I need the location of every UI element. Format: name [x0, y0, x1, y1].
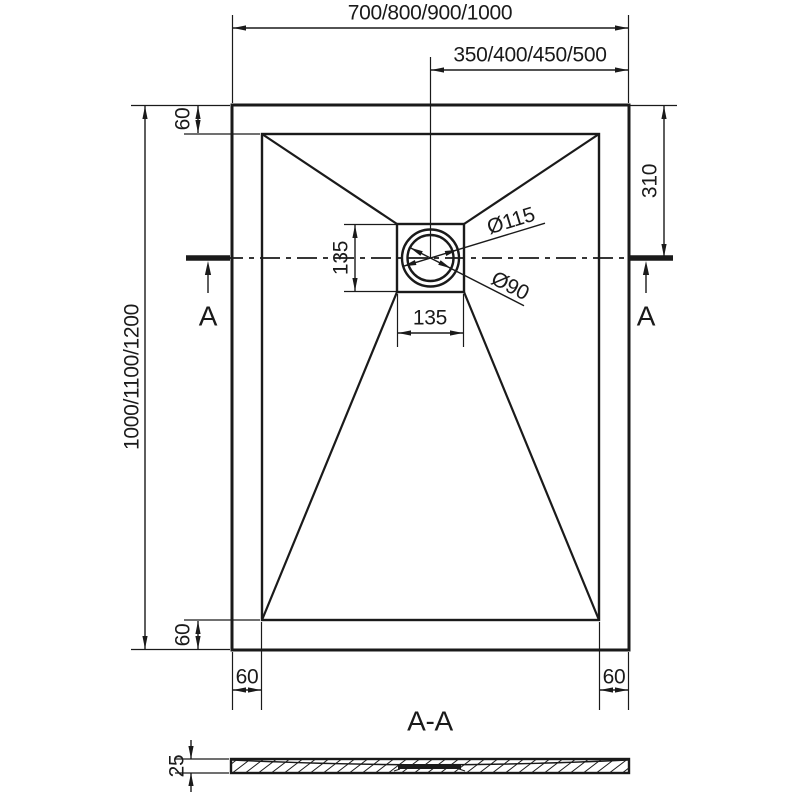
arrowhead — [661, 106, 666, 119]
arrowhead — [188, 773, 193, 786]
dim-overall-height — [121, 106, 231, 650]
dim-drain-box-width — [398, 294, 464, 347]
hatch-line — [478, 758, 499, 774]
arrowhead — [195, 636, 200, 649]
dim-label-drain-offset-x: 350/400/450/500 — [453, 43, 607, 67]
dim-label-overall-height: 1000/1100/1200 — [120, 303, 144, 451]
hatch-line — [348, 758, 369, 774]
hatch-line — [465, 758, 486, 774]
dim-drain-offset-y — [630, 106, 677, 258]
arrowhead — [195, 120, 200, 133]
dim-label-drain-box-height: 135 — [329, 240, 353, 276]
dim-label-drain-box-width: 135 — [412, 306, 448, 330]
section-mark-right: A — [636, 300, 656, 332]
dim-label-drain-offset-y: 310 — [638, 163, 662, 199]
arrowhead — [445, 250, 458, 256]
hatch-line — [556, 758, 577, 774]
dim-thickness — [166, 740, 230, 792]
drain-lip-left — [394, 769, 400, 771]
arrowhead — [615, 67, 628, 72]
drain-cover-section — [398, 765, 461, 770]
hatch-line — [374, 758, 395, 774]
arrowhead — [398, 330, 411, 335]
arrowhead — [195, 106, 200, 119]
hatch-line — [270, 758, 291, 774]
dim-label-overall-width: 700/800/900/1000 — [347, 1, 513, 25]
dim-label-thickness: 25 — [165, 754, 189, 778]
arrowhead — [142, 106, 147, 119]
hatch-line — [322, 758, 343, 774]
dim-label-rim-top: 60 — [171, 107, 195, 131]
dim-rim-bottom — [172, 620, 261, 649]
drain-lip-right — [459, 769, 465, 771]
hatch-line — [517, 758, 538, 774]
arrowhead — [643, 261, 649, 275]
hatch-line — [582, 758, 603, 774]
hatch-line — [491, 758, 512, 774]
arrowhead — [615, 25, 628, 30]
arrowhead — [438, 260, 451, 268]
dim-rim-bottom-right — [600, 622, 629, 710]
hatch-line — [296, 758, 317, 774]
dim-label-drain-inner-dia: Ø90 — [487, 266, 533, 306]
arrowhead — [431, 67, 444, 72]
dim-label-rim-bottom-right: 60 — [602, 665, 626, 689]
section-mark-left: A — [198, 300, 218, 332]
dim-drain-offset-x — [431, 44, 628, 73]
section-view — [166, 706, 643, 793]
hatch-line — [335, 758, 356, 774]
arrowhead — [352, 278, 357, 291]
arrowhead — [233, 25, 246, 30]
plan-view — [121, 2, 678, 711]
arrowhead — [205, 261, 211, 275]
section-title: A-A — [407, 705, 453, 737]
dim-label-drain-outer-dia: Ø115 — [484, 202, 538, 240]
arrowhead — [142, 636, 147, 649]
arrowhead — [188, 746, 193, 759]
arrowhead — [661, 244, 666, 257]
dim-label-rim-bottom-left: 60 — [235, 665, 259, 689]
arrowhead — [195, 621, 200, 634]
arrowhead — [403, 260, 416, 266]
hatch-line — [309, 758, 330, 774]
dim-label-rim-bottom: 60 — [171, 623, 195, 647]
dim-rim-top — [172, 106, 261, 134]
arrowhead — [450, 330, 463, 335]
arrowhead — [410, 248, 423, 256]
slope-line — [262, 292, 397, 620]
hatch-line — [283, 758, 304, 774]
slope-line — [464, 292, 599, 620]
hatch-line — [504, 758, 525, 774]
hatch-line — [361, 758, 382, 774]
hatch-line — [569, 758, 590, 774]
hatch-line — [257, 758, 278, 774]
dim-rim-bottom-left — [233, 622, 262, 710]
arrowhead — [352, 225, 357, 238]
slope-line — [262, 134, 397, 224]
dim-drain-inner-dia — [410, 248, 533, 306]
hatch-line — [543, 758, 564, 774]
hatch-line — [530, 758, 551, 774]
